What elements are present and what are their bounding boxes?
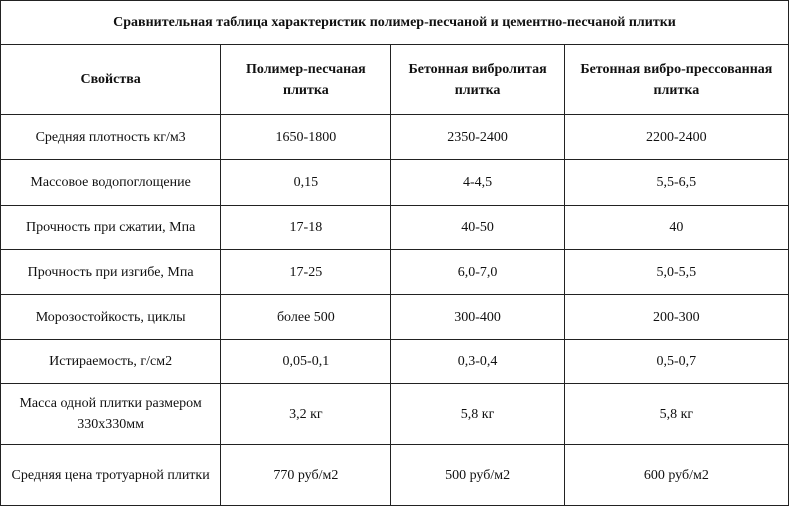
table-cell: 40-50 (391, 206, 564, 250)
table-row (1, 115, 789, 160)
column-header-vibro-cast: Бетонная вибролитая плитка (391, 45, 564, 115)
row-label: Масса одной плитки размером 330х330мм (1, 384, 221, 445)
table-cell: 17-18 (221, 206, 391, 250)
table-cell: 1650-1800 (221, 115, 391, 160)
row-label: Массовое водопоглощение (1, 160, 221, 206)
table-cell: 2200-2400 (564, 115, 788, 160)
table-cell: 2350-2400 (391, 115, 564, 160)
table-row (1, 206, 789, 250)
column-header-properties: Свойства (1, 45, 221, 115)
table-row (1, 250, 789, 295)
table-cell: 3,2 кг (221, 384, 391, 445)
table-cell: 5,0-5,5 (564, 250, 788, 295)
table-row (1, 160, 789, 206)
table-cell: 40 (564, 206, 788, 250)
table-cell: 5,5-6,5 (564, 160, 788, 206)
table-cell: 0,05-0,1 (221, 340, 391, 384)
title-row (1, 1, 789, 45)
header-row (1, 45, 789, 115)
table-cell: 5,8 кг (564, 384, 788, 445)
table-cell: 600 руб/м2 (564, 445, 788, 506)
table-cell: 300-400 (391, 295, 564, 340)
table-cell: 17-25 (221, 250, 391, 295)
row-label: Средняя плотность кг/м3 (1, 115, 221, 160)
row-label: Морозостойкость, циклы (1, 295, 221, 340)
column-header-vibro-pressed: Бетонная вибро-прессованная плитка (564, 45, 788, 115)
table-cell: 5,8 кг (391, 384, 564, 445)
table-cell: 4-4,5 (391, 160, 564, 206)
table-row (1, 384, 789, 445)
row-label: Истираемость, г/см2 (1, 340, 221, 384)
table-cell: 0,15 (221, 160, 391, 206)
table-row (1, 295, 789, 340)
table-cell: 200-300 (564, 295, 788, 340)
row-label: Прочность при изгибе, Мпа (1, 250, 221, 295)
row-label: Прочность при сжатии, Мпа (1, 206, 221, 250)
table-cell: 6,0-7,0 (391, 250, 564, 295)
table-cell: 0,3-0,4 (391, 340, 564, 384)
table-title: Сравнительная таблица характеристик полимер-песчаной и цементно-песчаной плитки (1, 1, 789, 45)
column-header-polymer-sand: Полимер-песчаная плитка (221, 45, 391, 115)
table-cell: более 500 (221, 295, 391, 340)
table-cell: 0,5-0,7 (564, 340, 788, 384)
table-cell: 770 руб/м2 (221, 445, 391, 506)
table-cell: 500 руб/м2 (391, 445, 564, 506)
table-row (1, 340, 789, 384)
row-label: Средняя цена тротуарной плитки (1, 445, 221, 506)
table-row (1, 445, 789, 506)
